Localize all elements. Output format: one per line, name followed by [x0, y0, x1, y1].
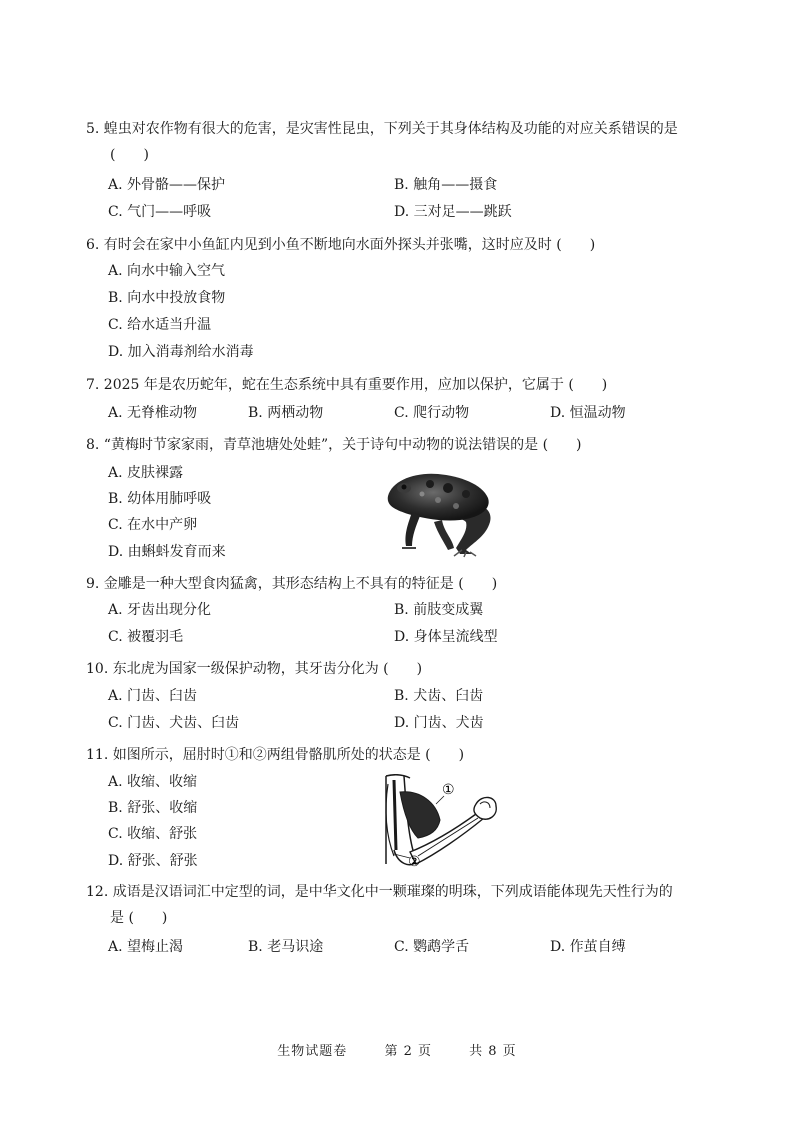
- option-b: B. 幼体用肺呼吸: [108, 491, 212, 507]
- arm-muscle-diagram: [380, 774, 500, 872]
- option-d: D. 加入消毒剂给水消毒: [108, 344, 254, 360]
- page-footer: [0, 1040, 794, 1059]
- question-stem: 7. 2025 年是农历蛇年，蛇在生态系统中具有重要作用，应加以保护，它属于 ( ): [86, 377, 608, 393]
- question-stem: 12. 成语是汉语词汇中定型的词，是中华文化中一颗璀璨的明珠，下列成语能体现先天性行为的: [86, 884, 673, 900]
- label-2: ②: [408, 854, 421, 870]
- option-c: C. 被覆羽毛: [108, 629, 184, 645]
- question-5: [86, 116, 726, 168]
- option-a: A. 向水中输入空气: [108, 263, 226, 279]
- question-stem: 11. 如图所示，屈肘时①和②两组骨骼肌所处的状态是 ( ): [86, 747, 465, 763]
- question-11: [86, 742, 726, 768]
- option-a: A. 皮肤裸露: [108, 465, 184, 481]
- question-7: [86, 372, 726, 398]
- question-stem: 10. 东北虎为国家一级保护动物，其牙齿分化为 ( ): [86, 661, 423, 677]
- question-stem: 8. “黄梅时节家家雨，青草池塘处处蛙”，关于诗句中动物的说法错误的是 ( ): [86, 437, 582, 453]
- option-a: A. 收缩、收缩: [108, 774, 198, 790]
- question-stem: 5. 蝗虫对农作物有很大的危害，是灾害性昆虫，下列关于其身体结构及功能的对应关系错误的是: [86, 121, 678, 137]
- footer-page-number: 第 2 页: [384, 1044, 432, 1059]
- option-d: D. 由蝌蚪发育而来: [108, 544, 226, 560]
- question-10: [86, 656, 726, 682]
- question-stem: 6. 有时会在家中小鱼缸内见到小鱼不断地向水面外探头并张嘴，这时应及时 ( ): [86, 237, 596, 253]
- label-1: ①: [442, 782, 455, 798]
- option-c: C. 收缩、舒张: [108, 826, 198, 842]
- option-a: A. 无脊椎动物: [108, 405, 198, 421]
- option-b: B. 犬齿、臼齿: [394, 688, 484, 704]
- option-d: D. 门齿、犬齿: [394, 715, 484, 731]
- option-c: C. 鹦鹉学舌: [394, 939, 470, 955]
- option-b: B. 舒张、收缩: [108, 800, 198, 816]
- option-c: C. 给水适当升温: [108, 317, 212, 333]
- option-c: C. 在水中产卵: [108, 517, 198, 533]
- question-stem-continued: 是 ( ): [110, 910, 168, 926]
- option-a: A. 门齿、臼齿: [108, 688, 198, 704]
- question-6: [86, 232, 726, 258]
- footer-total-pages: 共 8 页: [469, 1044, 517, 1059]
- option-a: A. 外骨骼——保护: [108, 177, 226, 193]
- option-b: B. 老马识途: [248, 939, 324, 955]
- option-d: D. 身体呈流线型: [394, 629, 498, 645]
- footer-subject: 生物试题卷: [277, 1044, 348, 1059]
- option-b: B. 前肢变成翼: [394, 602, 484, 618]
- option-b: B. 向水中投放食物: [108, 290, 226, 306]
- option-a: A. 牙齿出现分化: [108, 602, 212, 618]
- option-c: C. 门齿、犬齿、臼齿: [108, 715, 240, 731]
- option-d: D. 三对足——跳跃: [394, 204, 512, 220]
- option-b: B. 两栖动物: [248, 405, 324, 421]
- option-d: D. 作茧自缚: [550, 939, 626, 955]
- question-stem-continued: ( ): [110, 147, 149, 163]
- option-d: D. 恒温动物: [550, 405, 626, 421]
- question-9: [86, 571, 726, 597]
- option-a: A. 望梅止渴: [108, 939, 184, 955]
- frog-image: [382, 466, 502, 558]
- question-12: [86, 879, 726, 931]
- question-stem: 9. 金雕是一种大型食肉猛禽，其形态结构上不具有的特征是 ( ): [86, 576, 498, 592]
- option-c: C. 气门——呼吸: [108, 204, 212, 220]
- option-c: C. 爬行动物: [394, 405, 470, 421]
- option-d: D. 舒张、舒张: [108, 853, 198, 869]
- option-b: B. 触角——摄食: [394, 177, 498, 193]
- question-8: [86, 432, 726, 458]
